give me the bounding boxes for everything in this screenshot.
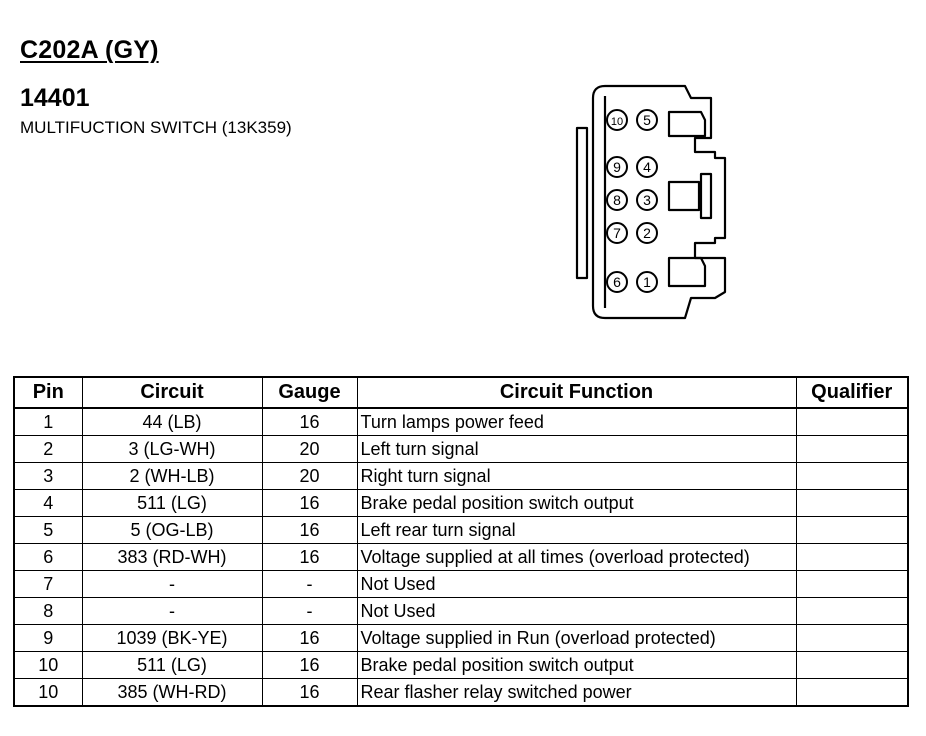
column-header-gauge: Gauge [262, 377, 357, 408]
pin-number-label: 3 [643, 192, 651, 208]
cell-function: Voltage supplied at all times (overload protected) [357, 544, 796, 571]
connector-id-heading: C202A (GY) [20, 36, 159, 64]
cell-qualifier [796, 652, 908, 679]
cell-qualifier [796, 490, 908, 517]
pin-number-label: 5 [643, 112, 651, 128]
pin-cavity-3 [637, 190, 657, 210]
table-header-row [14, 377, 908, 408]
cell-gauge: 16 [262, 652, 357, 679]
cell-pin: 1 [14, 408, 82, 436]
column-header-qualifier: Qualifier [796, 377, 908, 408]
cell-circuit: 3 (LG-WH) [82, 436, 262, 463]
table-row [14, 436, 908, 463]
part-number-heading: 14401 [20, 84, 90, 112]
cell-circuit: - [82, 571, 262, 598]
cell-gauge: 16 [262, 517, 357, 544]
cell-function: Brake pedal position switch output [357, 652, 796, 679]
table-row [14, 679, 908, 707]
cell-function: Right turn signal [357, 463, 796, 490]
column-header-circuit: Circuit [82, 377, 262, 408]
connector-left-rail [577, 128, 587, 278]
connector-bottom-latch [669, 258, 705, 286]
cell-function: Not Used [357, 571, 796, 598]
cell-gauge: 16 [262, 679, 357, 707]
connector-face-diagram [565, 78, 755, 328]
table-row [14, 625, 908, 652]
cell-pin: 5 [14, 517, 82, 544]
pin-cavity-7 [607, 223, 627, 243]
part-name-label: MULTIFUCTION SWITCH (13K359) [20, 118, 292, 137]
table-row [14, 490, 908, 517]
pin-number-label: 10 [610, 116, 624, 128]
cell-pin: 10 [14, 652, 82, 679]
cell-function: Left rear turn signal [357, 517, 796, 544]
cell-circuit: 385 (WH-RD) [82, 679, 262, 707]
pin-cavity-1 [637, 272, 657, 292]
pin-table [13, 376, 909, 707]
table-row [14, 408, 908, 436]
pin-cavity-6 [607, 272, 627, 292]
cell-qualifier [796, 544, 908, 571]
cell-circuit: 511 (LG) [82, 652, 262, 679]
column-header-pin: Pin [14, 377, 82, 408]
pin-cavity-5 [637, 110, 657, 130]
cell-pin: 3 [14, 463, 82, 490]
pin-cavity-2 [637, 223, 657, 243]
pin-number-label: 2 [643, 225, 651, 241]
cell-gauge: 16 [262, 490, 357, 517]
connector-center-key [669, 182, 699, 210]
cell-qualifier [796, 571, 908, 598]
cell-qualifier [796, 436, 908, 463]
cell-circuit: 511 (LG) [82, 490, 262, 517]
pin-cavity-4 [637, 157, 657, 177]
cell-gauge: - [262, 571, 357, 598]
pin-number-label: 7 [613, 225, 621, 241]
cell-function: Turn lamps power feed [357, 408, 796, 436]
cell-qualifier [796, 517, 908, 544]
cell-gauge: - [262, 598, 357, 625]
pin-cavity-9 [607, 157, 627, 177]
cell-circuit: 2 (WH-LB) [82, 463, 262, 490]
cell-function: Voltage supplied in Run (overload protected) [357, 625, 796, 652]
cell-qualifier [796, 679, 908, 707]
cell-pin: 8 [14, 598, 82, 625]
cell-function: Brake pedal position switch output [357, 490, 796, 517]
cell-gauge: 16 [262, 544, 357, 571]
cell-circuit: 383 (RD-WH) [82, 544, 262, 571]
pin-number-label: 4 [643, 159, 651, 175]
connector-top-latch [669, 112, 705, 136]
cell-pin: 2 [14, 436, 82, 463]
pin-number-label: 1 [643, 274, 651, 290]
pin-cavity-10 [607, 110, 627, 130]
cell-gauge: 16 [262, 625, 357, 652]
cell-circuit: 44 (LB) [82, 408, 262, 436]
cell-qualifier [796, 598, 908, 625]
pin-number-label: 6 [613, 274, 621, 290]
cell-pin: 4 [14, 490, 82, 517]
cell-qualifier [796, 625, 908, 652]
table-row [14, 544, 908, 571]
cell-function: Not Used [357, 598, 796, 625]
cell-pin: 7 [14, 571, 82, 598]
table-row [14, 517, 908, 544]
cell-circuit: 1039 (BK-YE) [82, 625, 262, 652]
table-row [14, 463, 908, 490]
table-row [14, 598, 908, 625]
cell-circuit: 5 (OG-LB) [82, 517, 262, 544]
cell-pin: 6 [14, 544, 82, 571]
cell-gauge: 20 [262, 463, 357, 490]
pin-number-label: 9 [613, 159, 621, 175]
cell-pin: 9 [14, 625, 82, 652]
cell-circuit: - [82, 598, 262, 625]
cell-qualifier [796, 408, 908, 436]
cell-pin: 10 [14, 679, 82, 707]
pin-cavity-8 [607, 190, 627, 210]
cell-function: Left turn signal [357, 436, 796, 463]
table-row [14, 571, 908, 598]
pin-number-label: 8 [613, 192, 621, 208]
column-header-function: Circuit Function [357, 377, 796, 408]
table-row [14, 652, 908, 679]
cell-function: Rear flasher relay switched power [357, 679, 796, 707]
cell-gauge: 16 [262, 408, 357, 436]
cell-qualifier [796, 463, 908, 490]
cell-gauge: 20 [262, 436, 357, 463]
